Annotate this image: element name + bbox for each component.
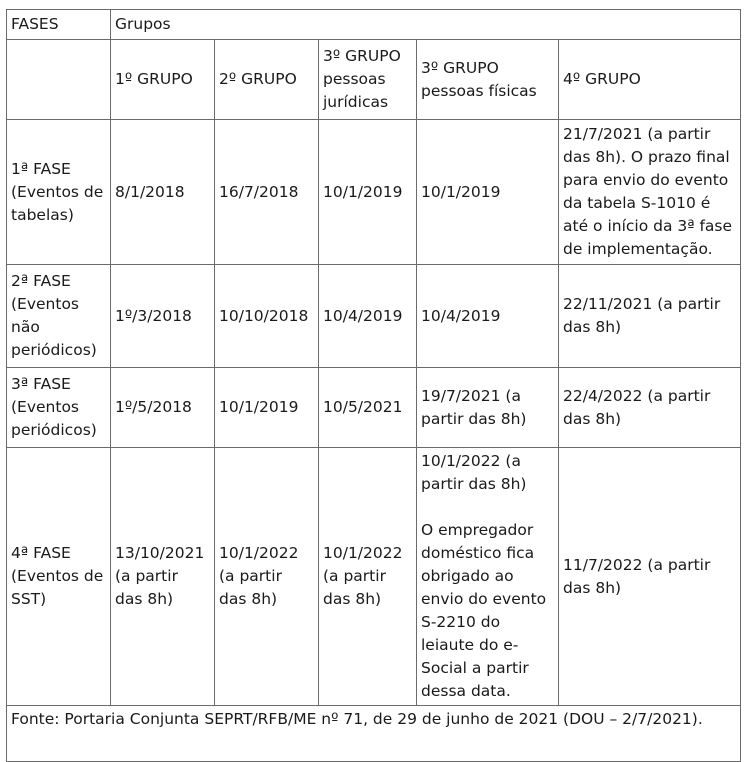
group-3-pf-date: 10/4/2019	[417, 265, 559, 368]
phase-cell: 2ª FASE (Eventos não periódicos)	[7, 265, 111, 368]
group-3-pf-note: O empregador doméstico fica obrigado ao envio do evento S-2210 do leiaute do e-Social a partir dessa data.	[421, 521, 547, 700]
source-row	[7, 706, 741, 762]
group-3-pj-date: 10/1/2019	[319, 120, 417, 265]
group-2-date: 10/10/2018	[215, 265, 319, 368]
paragraph-gap	[421, 496, 554, 519]
group-1-date: 13/10/2021 (a partir das 8h)	[111, 448, 215, 706]
header-group-1: 1º GRUPO	[111, 40, 215, 120]
group-3-pf-cell	[417, 448, 559, 706]
phase-cell: 4ª FASE (Eventos de SST)	[7, 448, 111, 706]
group-1-date: 1º/5/2018	[111, 368, 215, 448]
header-group-3-pj: 3º GRUPO pessoas jurídicas	[319, 40, 417, 120]
group-3-pf-date: 10/1/2022 (a partir das 8h)	[421, 452, 527, 493]
header-group-4: 4º GRUPO	[559, 40, 741, 120]
header-group-3-pf: 3º GRUPO pessoas físicas	[417, 40, 559, 120]
table-row	[7, 265, 741, 368]
table-row	[7, 120, 741, 265]
header-fases: FASES	[7, 10, 111, 40]
group-1-date: 1º/3/2018	[111, 265, 215, 368]
group-1-date: 8/1/2018	[111, 120, 215, 265]
group-3-pj-date: 10/1/2022 (a partir das 8h)	[319, 448, 417, 706]
group-4-date: 11/7/2022 (a partir das 8h)	[559, 448, 741, 706]
group-2-date: 10/1/2022 (a partir das 8h)	[215, 448, 319, 706]
group-3-pj-date: 10/5/2021	[319, 368, 417, 448]
group-3-pf-date: 10/1/2019	[417, 120, 559, 265]
esocial-phases-table	[6, 9, 741, 762]
table-row	[7, 368, 741, 448]
group-4-date: 21/7/2021 (a partir das 8h). O prazo final para envio do evento da tabela S-1010 é até o início da 3ª fase de implementação.	[559, 120, 741, 265]
phase-cell: 1ª FASE (Eventos de tabelas)	[7, 120, 111, 265]
header-group-2: 2º GRUPO	[215, 40, 319, 120]
source-note: Fonte: Portaria Conjunta SEPRT/RFB/ME nº 71, de 29 de junho de 2021 (DOU – 2/7/2021).	[7, 706, 741, 762]
group-3-pf-date: 19/7/2021 (a partir das 8h)	[417, 368, 559, 448]
header-row-top	[7, 10, 741, 40]
group-4-date: 22/4/2022 (a partir das 8h)	[559, 368, 741, 448]
group-3-pj-date: 10/4/2019	[319, 265, 417, 368]
group-2-date: 16/7/2018	[215, 120, 319, 265]
phase-cell: 3ª FASE (Eventos periódicos)	[7, 368, 111, 448]
group-2-date: 10/1/2019	[215, 368, 319, 448]
header-empty-cell	[7, 40, 111, 120]
table-row	[7, 448, 741, 706]
header-row-groups	[7, 40, 741, 120]
header-grupos: Grupos	[111, 10, 741, 40]
group-4-date: 22/11/2021 (a partir das 8h)	[559, 265, 741, 368]
